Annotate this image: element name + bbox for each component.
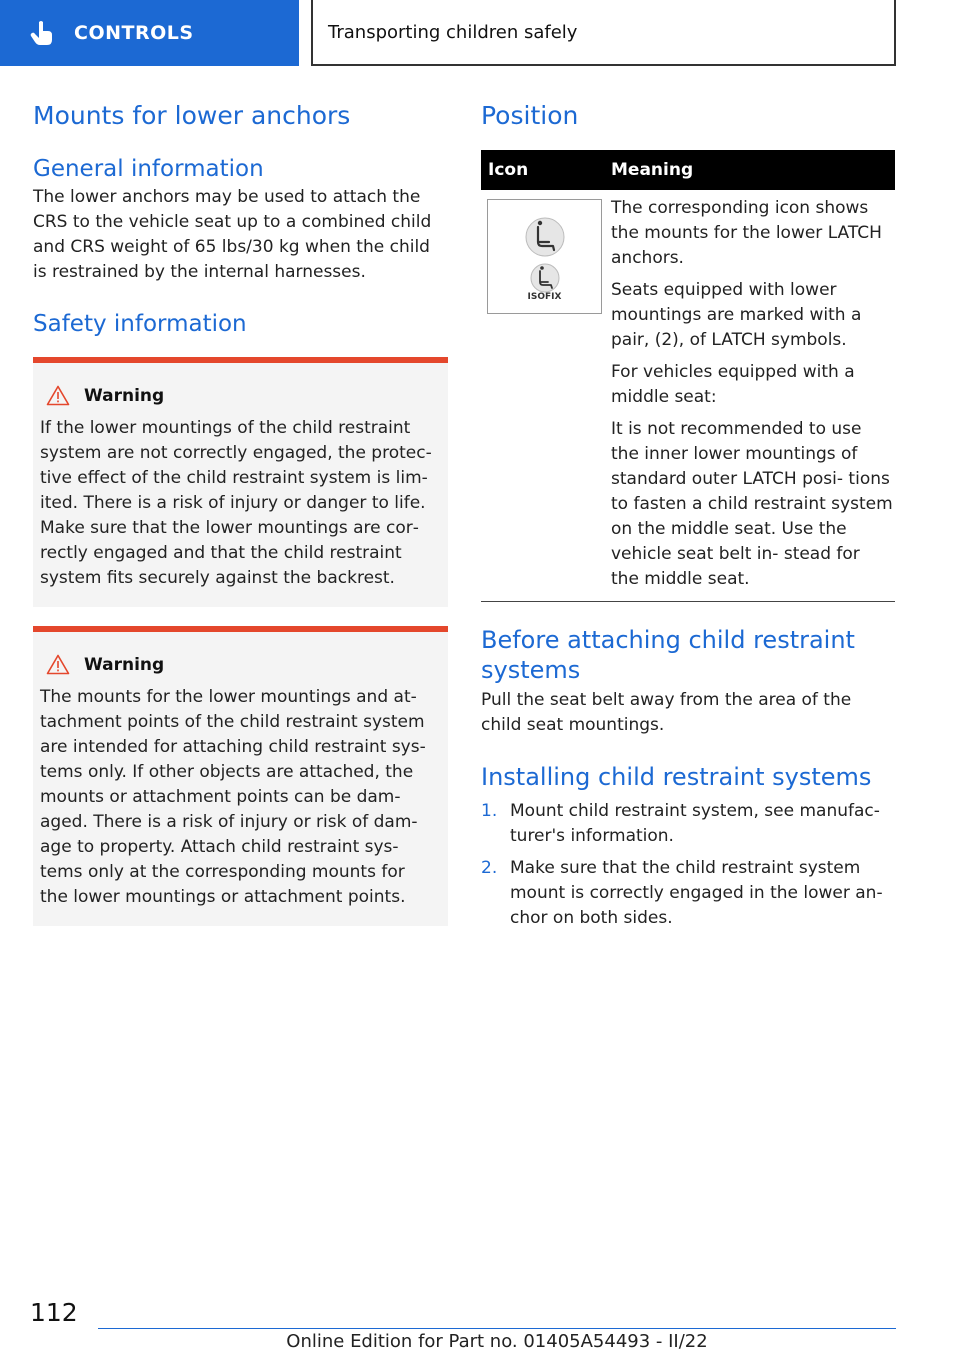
table-header	[481, 150, 895, 190]
meaning-paragraph: Seats equipped with lower mountings are marked with a pair, (2), of LATCH symbols.	[611, 280, 862, 350]
step-number: 2.	[481, 858, 498, 878]
before-text: Pull the seat belt away from the area of the child seat mountings.	[481, 690, 852, 735]
install-heading: Installing child restraint systems	[481, 763, 872, 791]
before-heading: Before attaching child restraint systems	[481, 626, 855, 684]
page-title: Mounts for lower anchors	[33, 101, 351, 130]
meaning-paragraph: It is not recommended to use the inner lower mountings of standard outer LATCH posi‐ tions to fasten a child restraint system on the middle seat. Use the vehicle seat belt in‐ stead for the middle seat.	[611, 419, 893, 589]
footer-edition: Online Edition for Part no. 01405A54493 - II/22	[286, 1331, 708, 1352]
step-number: 1.	[481, 801, 498, 821]
warning-text: The mounts for the lower mountings and at‐ tachment points of the child restraint system are intended for attaching child restraint sys‐ tems only. If other objects are attached, the mounts or attachment points can be dam‐ aged. There is a risk of injury or risk of dam‐ age to property. Attach child restraint sys‐ tems only at the corresponding mounts for the lower mountings or attachment points.	[40, 687, 426, 907]
warning-icon	[46, 654, 70, 675]
position-heading: Position	[481, 101, 579, 130]
step-text: Make sure that the child restraint system mount is correctly engaged in the lower an‐ chor on both sides.	[510, 858, 883, 928]
warning-title: Warning	[84, 385, 165, 406]
warning-icon	[46, 385, 70, 406]
chapter-header	[311, 0, 896, 66]
section-tab[interactable]	[0, 0, 299, 66]
table-col-icon: Icon	[488, 160, 529, 180]
warning-box-1	[33, 357, 448, 607]
list-item	[481, 799, 895, 849]
meaning-paragraph: For vehicles equipped with a middle seat:	[611, 362, 855, 407]
install-steps	[481, 799, 895, 931]
right-column-bottom	[481, 625, 895, 938]
step-text: Mount child restraint system, see manufac‐ turer's information.	[510, 801, 880, 846]
list-item	[481, 856, 895, 931]
table-bottom-rule	[481, 601, 895, 602]
footer-rule	[98, 1328, 896, 1329]
warning-title-row	[46, 385, 438, 406]
table-col-meaning: Meaning	[611, 160, 694, 180]
chapter-title: Transporting children safely	[328, 21, 578, 43]
warning-title-row	[46, 654, 438, 675]
left-column	[33, 100, 448, 339]
warning-box-2	[33, 626, 448, 926]
page-number: 112	[30, 1298, 78, 1327]
right-column-top	[481, 100, 895, 132]
icon-cell	[487, 199, 602, 314]
pointing-hand-icon	[30, 20, 54, 46]
meaning-paragraph: The corresponding icon shows the mounts for the lower LATCH anchors.	[611, 198, 882, 268]
meaning-cell	[611, 196, 893, 599]
general-text: The lower anchors may be used to attach the CRS to the vehicle seat up to a combined child and CRS weight of 65 lbs/30 kg when the child is restrained by the internal harnesses.	[33, 187, 432, 282]
warning-title: Warning	[84, 654, 165, 675]
safety-heading: Safety information	[33, 311, 247, 337]
general-heading: General information	[33, 156, 264, 182]
warning-text: If the lower mountings of the child restraint system are not correctly engaged, the protec‐ tive effect of the child restraint system is lim‐ ited. There is a risk of injury or danger to life. Make sure that the lower mountings are cor‐ rectly engaged and that the child restraint system fits securely against the backrest.	[40, 418, 432, 588]
isofix-label: ISOFIX	[527, 292, 562, 302]
section-label: CONTROLS	[74, 22, 194, 44]
